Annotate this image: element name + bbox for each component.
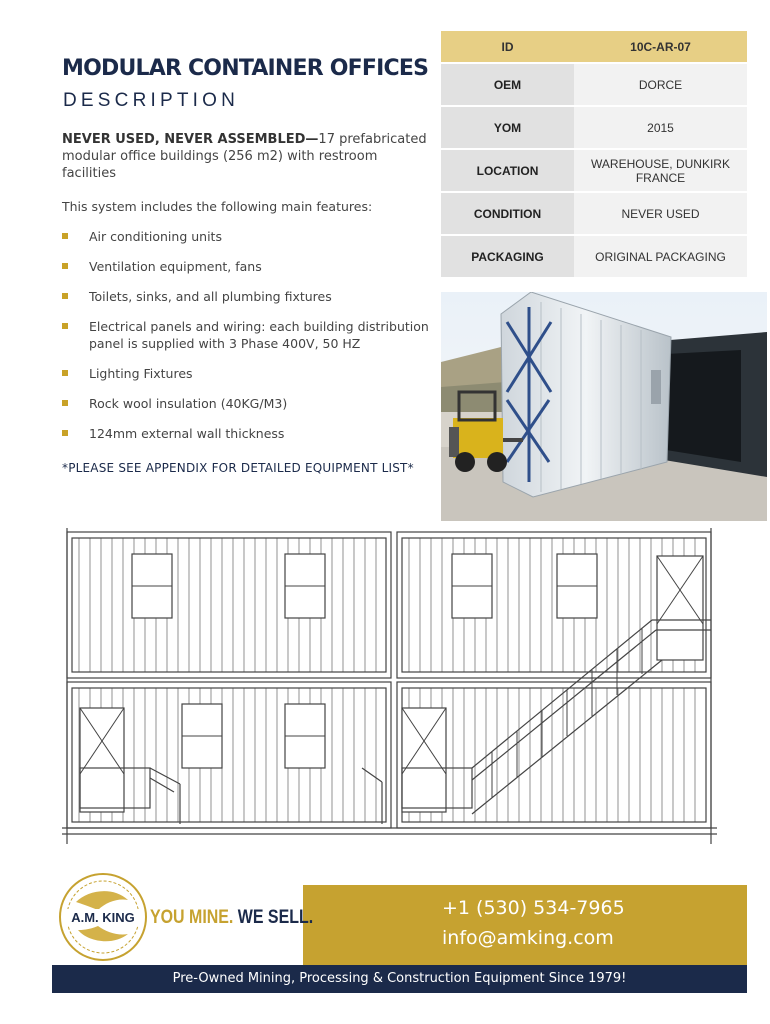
intro-bold: NEVER USED, NEVER ASSEMBLED—: [62, 132, 319, 147]
table-row: [441, 31, 747, 63]
table-row: [441, 192, 747, 235]
features-lead: This system includes the following main features:: [62, 199, 373, 214]
feature-text: Rock wool insulation (40KG/M3): [89, 396, 288, 411]
feature-text: Ventilation equipment, fans: [89, 259, 262, 274]
bullet-icon: [62, 400, 68, 406]
logo-text: A.M. KING: [71, 910, 135, 925]
elevation-drawing: [52, 524, 727, 854]
bullet-icon: [62, 370, 68, 376]
bullet-icon: [62, 263, 68, 269]
slogan: [150, 907, 313, 929]
list-item: [62, 395, 434, 412]
bullet-icon: [62, 233, 68, 239]
section-subtitle: DESCRIPTION: [63, 90, 240, 111]
slogan-part1: YOU MINE.: [150, 907, 234, 928]
list-item: [62, 288, 434, 305]
spec-label: OEM: [441, 63, 574, 106]
list-item: [62, 365, 434, 382]
product-photo: [441, 292, 767, 521]
company-logo: [58, 872, 148, 962]
list-item: [62, 258, 434, 275]
intro-paragraph: [62, 131, 432, 182]
list-item: [62, 425, 434, 442]
slogan-part2: WE SELL.: [237, 907, 314, 928]
email-link[interactable]: info@amking.com: [442, 927, 614, 949]
spec-table: [441, 31, 747, 279]
intro-text: 17 prefabricated modular office buildings (256 m2) with restroom facilities: [62, 132, 427, 181]
spec-label: LOCATION: [441, 149, 574, 192]
table-row: [441, 106, 747, 149]
appendix-note: *PLEASE SEE APPENDIX FOR DETAILED EQUIPMENT LIST*: [62, 461, 414, 475]
spec-value: NEVER USED: [574, 192, 747, 235]
phone-number[interactable]: +1 (530) 534-7965: [442, 897, 625, 919]
spec-value: WAREHOUSE, DUNKIRK FRANCE: [574, 149, 747, 192]
table-row: [441, 149, 747, 192]
spec-value: 10C-AR-07: [574, 31, 747, 63]
list-item: [62, 228, 434, 245]
spec-label: PACKAGING: [441, 235, 574, 278]
feature-text: Toilets, sinks, and all plumbing fixtures: [89, 289, 332, 304]
table-row: [441, 63, 747, 106]
feature-text: Lighting Fixtures: [89, 366, 193, 381]
spec-value: DORCE: [574, 63, 747, 106]
feature-text: Air conditioning units: [89, 229, 222, 244]
spec-label: YOM: [441, 106, 574, 149]
spec-value: ORIGINAL PACKAGING: [574, 235, 747, 278]
feature-list: [62, 228, 434, 455]
table-row: [441, 235, 747, 278]
list-item: [62, 318, 434, 352]
bullet-icon: [62, 323, 68, 329]
spec-value: 2015: [574, 106, 747, 149]
spec-label: ID: [441, 31, 574, 63]
contact-block: [442, 893, 625, 953]
feature-text: 124mm external wall thickness: [89, 426, 285, 441]
feature-text: Electrical panels and wiring: each building distribution panel is supplied with 3 Phase 400V, 50 HZ: [89, 319, 429, 351]
spec-label: CONDITION: [441, 192, 574, 235]
bullet-icon: [62, 430, 68, 436]
footer-tagline: Pre-Owned Mining, Processing & Construction Equipment Since 1979!: [52, 965, 747, 993]
bullet-icon: [62, 293, 68, 299]
page-title: MODULAR CONTAINER OFFICES: [62, 56, 429, 81]
